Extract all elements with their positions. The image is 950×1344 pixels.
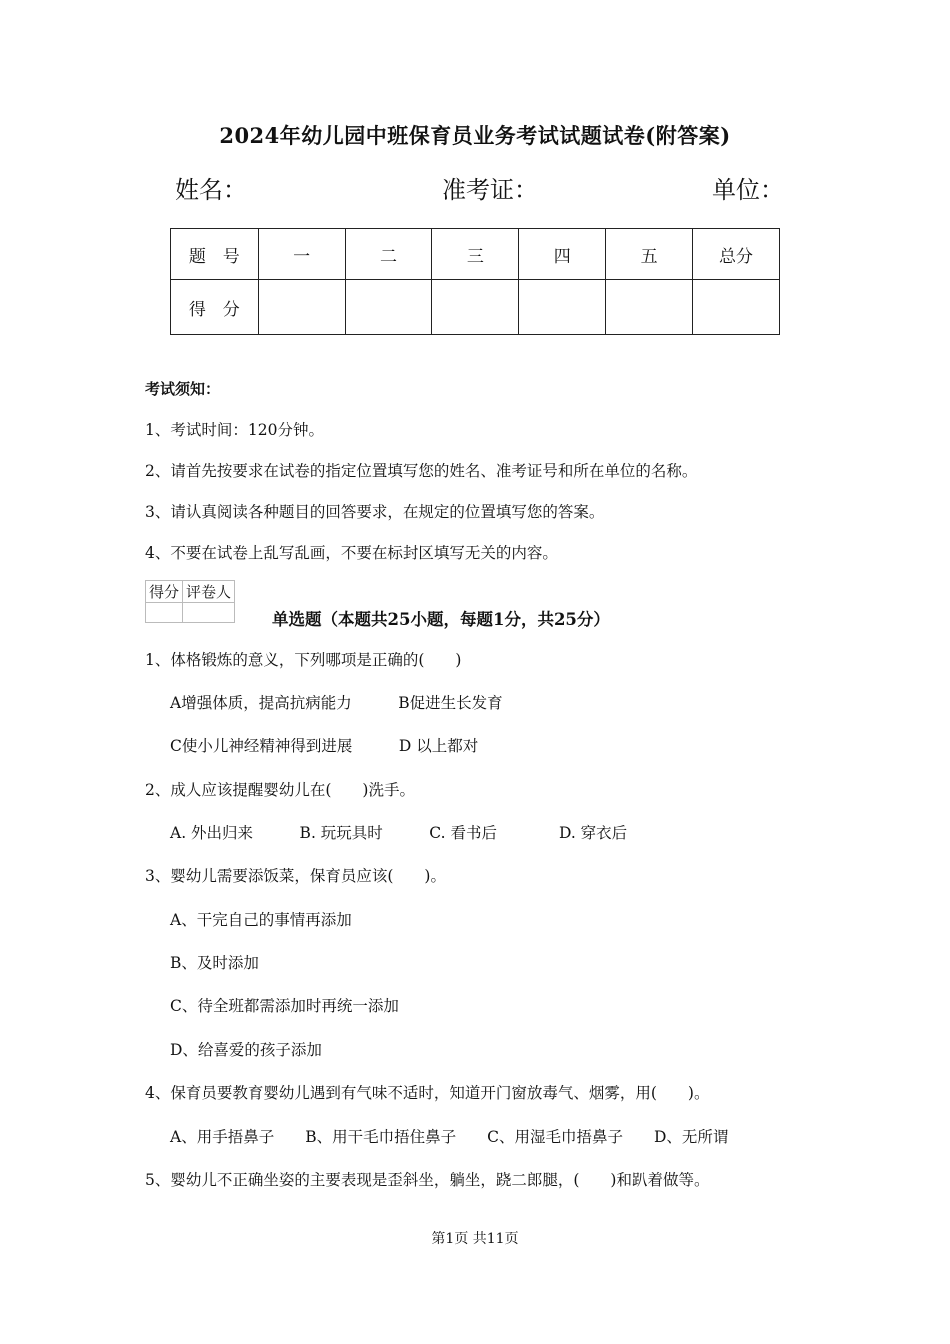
question-1-options-a-b: A增强体质，提高抗病能力 B促进生长发育 (170, 694, 503, 712)
name-label: 姓名： (175, 176, 247, 204)
header-cell-2: 二 (345, 229, 432, 280)
question-5-stem: 5、婴幼儿不正确坐姿的主要表现是歪斜坐，躺坐，跷二郎腿，( )和趴着做等。 (145, 1171, 710, 1189)
question-4-options: A、用手捂鼻子 B、用干毛巾捂住鼻子 C、用湿毛巾捂鼻子 D、无所谓 (170, 1128, 729, 1146)
question-3-option-b: B、及时添加 (170, 954, 259, 972)
unit-label: 单位： (712, 176, 784, 204)
header-cell-total: 总分 (693, 229, 780, 280)
notice-item-2: 2、请首先按要求在试卷的指定位置填写您的姓名、准考证号和所在单位的名称。 (145, 462, 698, 480)
question-3-option-a: A、干完自己的事情再添加 (170, 911, 352, 929)
score-cell-3[interactable] (432, 280, 519, 335)
page-footer: 第1页 共11页 (431, 1231, 519, 1247)
question-3-option-d: D、给喜爱的孩子添加 (170, 1041, 322, 1059)
header-cell-label: 题 号 (171, 229, 259, 280)
score-cell-total[interactable] (693, 280, 780, 335)
score-table-header-row (171, 229, 780, 280)
score-cell-5[interactable] (606, 280, 693, 335)
score-table-score-row (171, 280, 780, 335)
notice-item-1: 1、考试时间：120分钟。 (145, 421, 324, 439)
score-cell-1[interactable] (258, 280, 345, 335)
grader-score-label: 得分 (146, 581, 183, 603)
question-3-option-c: C、待全班都需添加时再统一添加 (170, 997, 399, 1015)
page-title: 2024年幼儿园中班保育员业务考试试题试卷(附答案) (219, 123, 731, 148)
score-cell-4[interactable] (519, 280, 606, 335)
notice-item-4: 4、不要在试卷上乱写乱画，不要在标封区填写无关的内容。 (145, 544, 558, 562)
grader-score-cell[interactable] (146, 603, 183, 623)
header-cell-4: 四 (519, 229, 606, 280)
score-table (170, 228, 780, 335)
exam-number-label: 准考证： (442, 176, 538, 204)
section-title: 单选题（本题共25小题，每题1分，共25分） (272, 610, 610, 629)
question-4-stem: 4、保育员要教育婴幼儿遇到有气味不适时，知道开门窗放毒气、烟雾，用( )。 (145, 1084, 710, 1102)
notice-item-3: 3、请认真阅读各种题目的回答要求，在规定的位置填写您的答案。 (145, 503, 605, 521)
header-cell-3: 三 (432, 229, 519, 280)
score-cell-2[interactable] (345, 280, 432, 335)
question-1-stem: 1、体格锻炼的意义，下列哪项是正确的( ) (145, 651, 462, 669)
header-cell-5: 五 (606, 229, 693, 280)
header-cell-1: 一 (258, 229, 345, 280)
question-2-stem: 2、成人应该提醒婴幼儿在( )洗手。 (145, 781, 415, 799)
question-1-options-c-d: C使小儿神经精神得到进展 D 以上都对 (170, 737, 479, 755)
question-3-stem: 3、婴幼儿需要添饭菜，保育员应该( )。 (145, 867, 446, 885)
score-row-label: 得 分 (171, 280, 259, 335)
grader-table (145, 580, 235, 623)
grader-reviewer-cell[interactable] (183, 603, 235, 623)
grader-reviewer-label: 评卷人 (183, 581, 235, 603)
notice-heading: 考试须知： (145, 380, 221, 398)
question-2-options: A. 外出归来 B. 玩玩具时 C. 看书后 D. 穿衣后 (170, 824, 628, 842)
